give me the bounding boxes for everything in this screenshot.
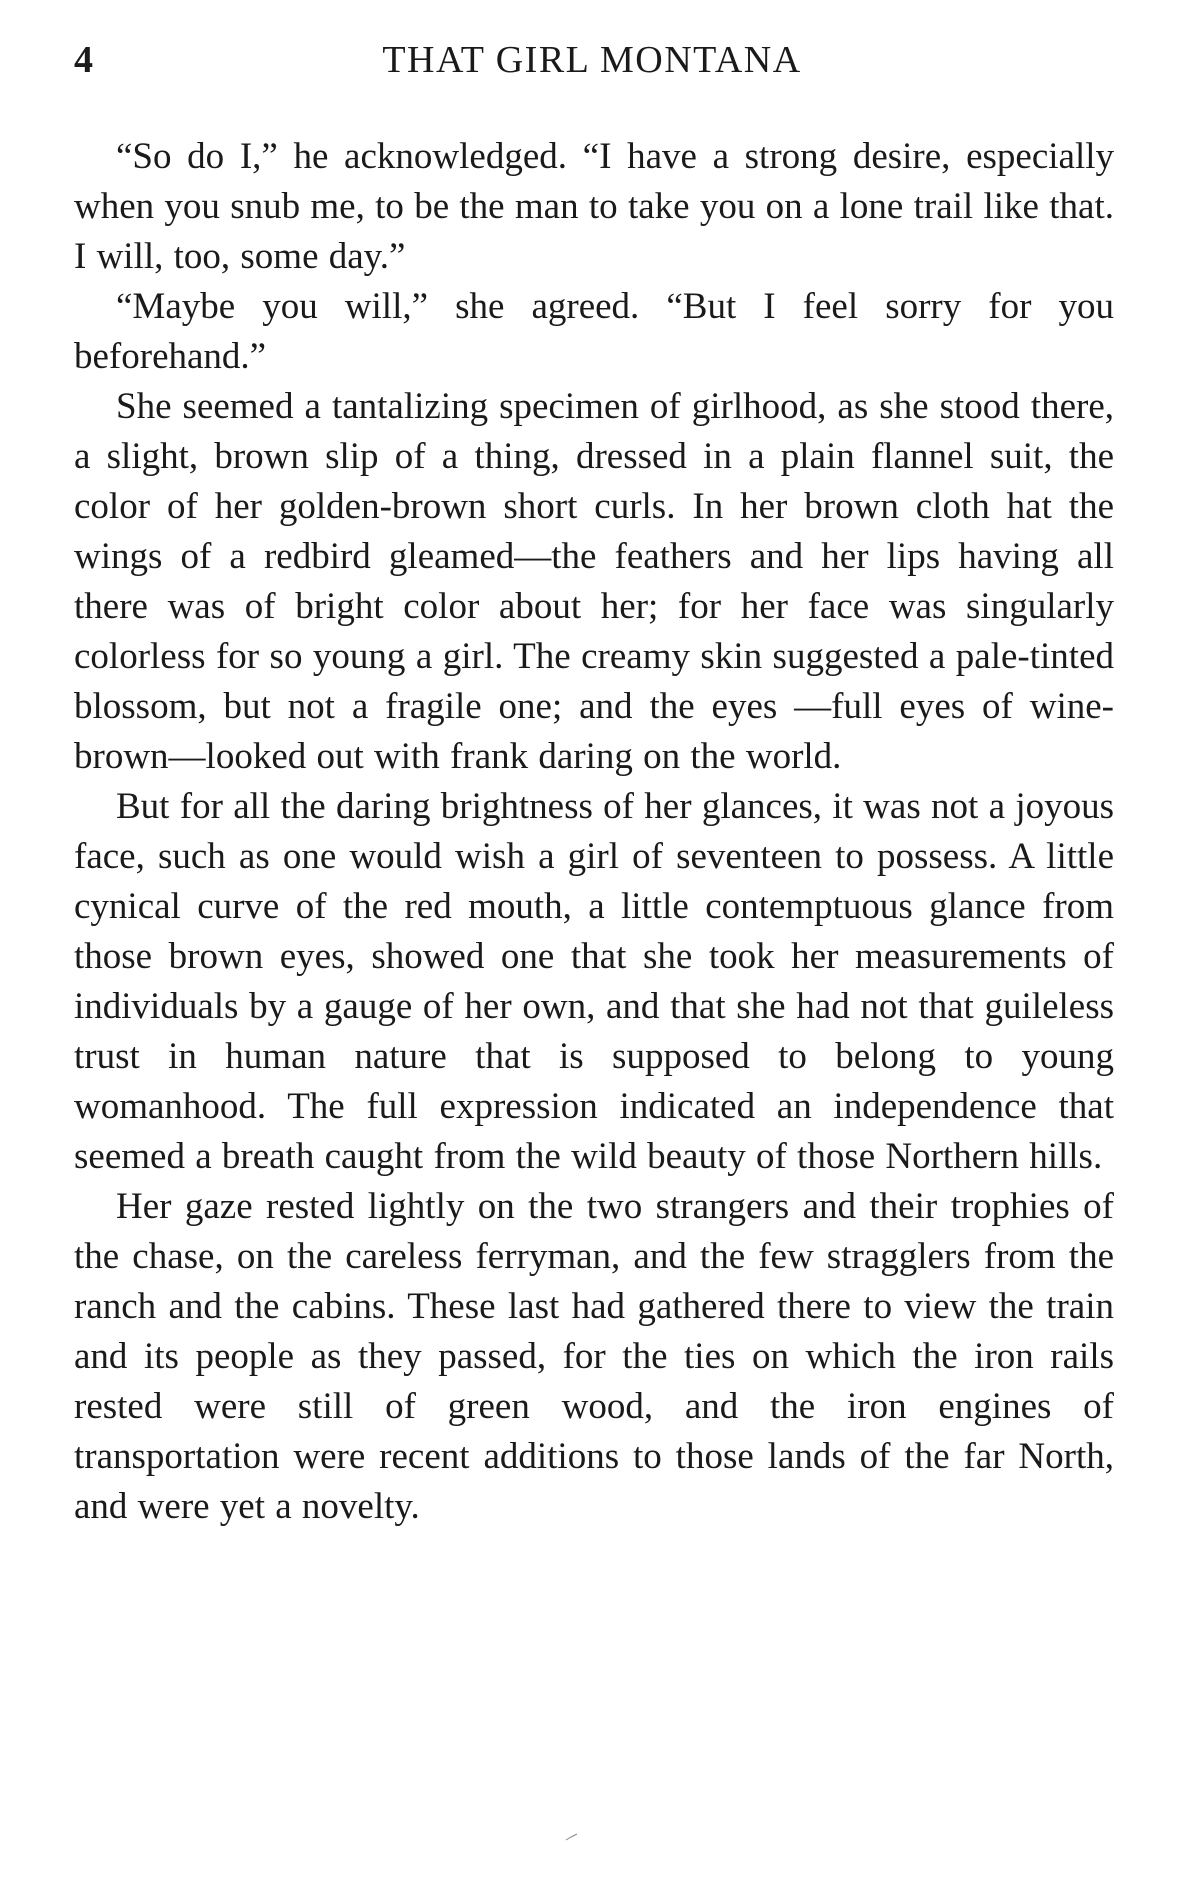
running-title: THAT GIRL MONTANA <box>382 39 802 81</box>
paragraph: “Maybe you will,” she agreed. “But I feel sorry for you beforehand.” <box>74 286 1114 377</box>
paragraph: But for all the daring brightness of her glances, it was not a joyous face, such as one would wish a girl of seventeen to possess. A little cynical curve of the red mouth, a little contemptuous glance from those brown eyes, showed one that she took her measurements of individuals by a gauge of her own, and that she had not that guileless trust in human nature that is supposed to belong to young womanhood. The full expression indicated an independence that seemed a breath caught from the wild beauty of those Northern hills. <box>74 786 1114 1177</box>
scan-speck-mark <box>565 1832 579 1842</box>
body-text <box>74 132 1114 1532</box>
paragraph: She seemed a tantalizing specimen of girlhood, as she stood there, a slight, brown slip of a thing, dressed in a plain flannel suit, the color of her golden-brown short curls. In her brown cloth hat the wings of a redbird gleamed—the feathers and her lips having all there was of bright color about her; for her face was singularly colorless for so young a girl. The creamy skin suggested a pale-tinted blossom, but not a fragile one; and the eyes —full eyes of wine-brown—looked out with frank daring on the world. <box>74 386 1114 777</box>
paragraph: Her gaze rested lightly on the two strangers and their trophies of the chase, on the careless ferryman, and the few stragglers from the ranch and the cabins. These last had gathered there to view the train and its people as they passed, for the ties on which the iron rails rested were still of green wood, and the iron engines of transportation were recent additions to those lands of the far North, and were yet a novelty. <box>74 1186 1114 1527</box>
page-number: 4 <box>74 39 93 81</box>
paragraph: “So do I,” he acknowledged. “I have a strong desire, especially when you snub me, to be the man to take you on a lone trail like that. I will, too, some day.” <box>74 136 1114 277</box>
page-header <box>74 30 1110 90</box>
